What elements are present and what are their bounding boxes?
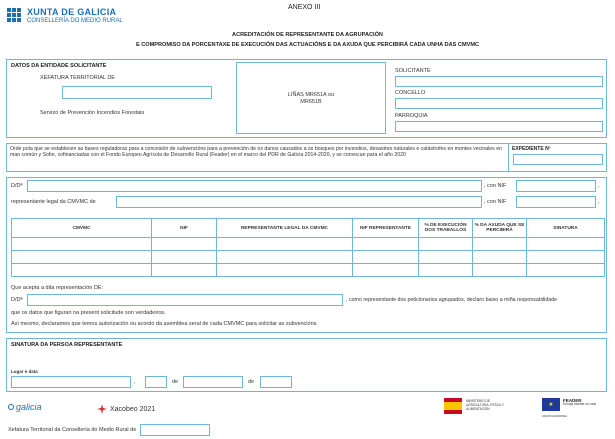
truth-text: que os datos que figuran na present solicitude son verdadeiros. (11, 310, 166, 316)
order-text: Orde pola que se establecen as bases reguladoras para a concesión de subvencións para a prevención de os danos causados a os bosques por incendios, desastres naturales e catástrofes en montes vecinales en man común y Sofor, cofinanciadas con el Fondo Europeo Agrícola de Desarrollo Rural (Feader) en el marco del PDR de Galicia 2014-2020, y se convocan para el año 2020 (10, 146, 502, 159)
applicant-input[interactable] (395, 76, 603, 87)
accept-name-input[interactable] (27, 294, 343, 306)
department-name: CONSELLERÍA DO MEDIO RURAL (27, 18, 123, 24)
col-cmvmc: CMVMC (12, 219, 152, 238)
place-input[interactable] (11, 376, 131, 388)
authorization-text: Así mesmo, declaramos que temos autorización ou acordo da asemblea xeral de cada CMVMC para solicitar as subvencións. (11, 321, 318, 327)
year-input[interactable] (260, 376, 292, 388)
col-rep: REPRESENTANTE LEGAL DA CMVMC (217, 219, 353, 238)
org-name: XUNTA DE GALICIA (27, 7, 117, 17)
annex-label: ANEXO III (288, 4, 321, 11)
responsibility-text: , como representante dos peticionarios agrupados, declaro baixo a miña responsabilidade (346, 297, 558, 303)
month-input[interactable] (183, 376, 243, 388)
service-label: Servizo de Prevención Incendios Forestais (40, 110, 145, 116)
page-title-line2: E COMPROMISO DA PORCENTAXE DE EXECUCIÓN DAS ACTUACIÓNS E DA AXUDA QUE PERCIBIRÁ CADA UNHA DAS CMVMC (135, 42, 480, 48)
col-aid: % DA AXUDA QUE SE PERCIBIRÁ (473, 219, 527, 238)
council-input[interactable] (395, 98, 603, 109)
signature-title: SINATURA DA PERSOA REPRESENTANTE (11, 342, 123, 348)
file-number-input[interactable] (513, 154, 603, 165)
col-signature: SINATURA (527, 219, 605, 238)
of-label-1: de (172, 379, 179, 385)
page-title-line1: ACREDITACIÓN DE REPRESENTANTE DA AGRUPACIÓN (232, 32, 383, 38)
dd-label: D/Dª (11, 183, 23, 189)
table-row (12, 264, 605, 277)
footer-office-text: Xefatura Territorial da Consellería do Medio Rural de (8, 427, 137, 433)
xunta-logo (6, 7, 22, 23)
nif-label-2: , con NIF (484, 199, 507, 205)
xacobeo-logo: Xacobeo 2021 (96, 403, 155, 415)
nif-input-2[interactable] (516, 196, 596, 208)
feader-logo: ★ FEADER Europa investe no rural (542, 398, 601, 411)
col-nif-rep: NIF REPRESENTANTE (353, 219, 419, 238)
office-input[interactable] (62, 86, 212, 99)
office-label: XEFATURA TERRITORIAL DE (40, 75, 115, 81)
applicant-label: SOLICITANTE (395, 68, 431, 74)
cmvmc-input[interactable] (116, 196, 482, 208)
accept-label: Que acepta a dita representación DE: (11, 285, 104, 291)
rep-label: representante legal da CMVMC de (11, 199, 96, 205)
table-row (12, 238, 605, 251)
day-input[interactable] (145, 376, 167, 388)
col-nif: NIF (152, 219, 217, 238)
xacobeo-icon (96, 403, 108, 415)
footer-office-input[interactable] (140, 424, 210, 436)
eu-label: UNIÓN EUROPEA (542, 414, 568, 418)
comma-1: , (598, 183, 600, 189)
entity-section-title: DATOS DA ENTIDADE SOLICITANTE (11, 63, 107, 69)
gov-spain-logo: MINISTERIO DE AGRICULTURA, PESCA Y ALIMENTACIÓN (444, 398, 510, 414)
name-input[interactable] (27, 180, 482, 192)
cmvmc-table (11, 218, 605, 277)
lines-text-2: MR651B (300, 99, 322, 105)
parish-input[interactable] (395, 121, 603, 132)
comma-2: , (598, 199, 600, 205)
col-exec: % DE EXECUCIÓN DOS TRABALLOS (419, 219, 473, 238)
table-row (12, 251, 605, 264)
lines-text-1: LIÑAS MR651A ou (287, 92, 335, 98)
of-label-2: de (248, 379, 255, 385)
galicia-logo: galicia (8, 402, 42, 412)
file-number-label: EXPEDIENTE Nº (512, 146, 551, 152)
nif-label-1: , con NIF (484, 183, 507, 189)
place-date-label: Lugar e data (11, 369, 38, 374)
council-label: CONCELLO (395, 90, 426, 96)
nif-input-1[interactable] (516, 180, 596, 192)
parish-label: PARROQUIA (395, 113, 428, 119)
accept-dd-label: D/Dª (11, 297, 23, 303)
date-comma: , (134, 379, 136, 385)
